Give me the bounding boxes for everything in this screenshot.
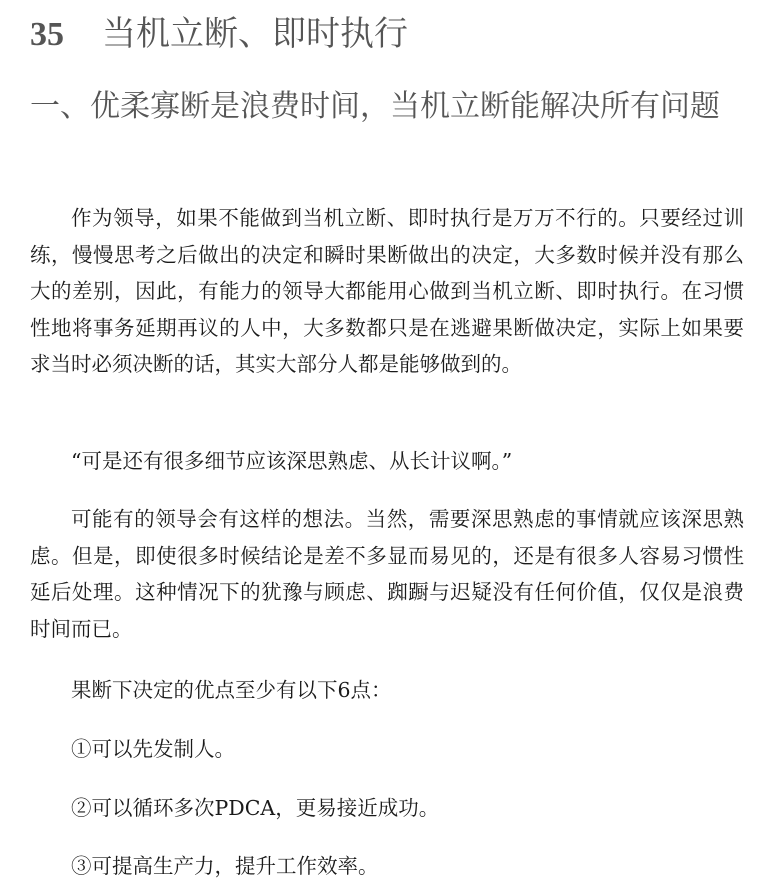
list-intro: 果断下决定的优点至少有以下6点： [71,678,392,702]
body-paragraph: 作为领导，如果不能做到当机立断、即时执行是万万不行的。只要经过训练，慢慢思考之后做出的决定和瞬时果断做出的决定，大多数时候并没有那么大的差别，因此，有能力的领导大都能用心做到当机立断、即时执行。在习惯性地将事务延期再议的人中，大多数都只是在逃避果断做决定，实际上如果要求当时必须决断的话，其实大部分人都是能够做到的。 [30,206,744,376]
section-heading: 一、优柔寡断是浪费时间，当机立断能解决所有问题 [30,89,720,124]
chapter-title [30,12,408,57]
body-paragraph: 可能有的领导会有这样的想法。当然，需要深思熟虑的事情就应该深思熟虑。但是，即使很多时候结论是差不多显而易见的，还是有很多人容易习惯性延后处理。这种情况下的犹豫与顾虑、踟蹰与迟疑没有任何价值，仅仅是浪费时间而已。 [30,507,744,641]
list-item: ①可以先发制人。 [71,737,235,761]
chapter-title-text: 当机立断、即时执行 [102,14,408,54]
list-item: ③可提高生产力，提升工作效率。 [71,854,379,878]
list-item: ②可以循环多次PDCA，更易接近成功。 [71,796,440,820]
chapter-number: 35 [30,16,64,53]
quote-paragraph: “可是还有很多细节应该深思熟虑、从长计议啊。” [71,449,513,473]
